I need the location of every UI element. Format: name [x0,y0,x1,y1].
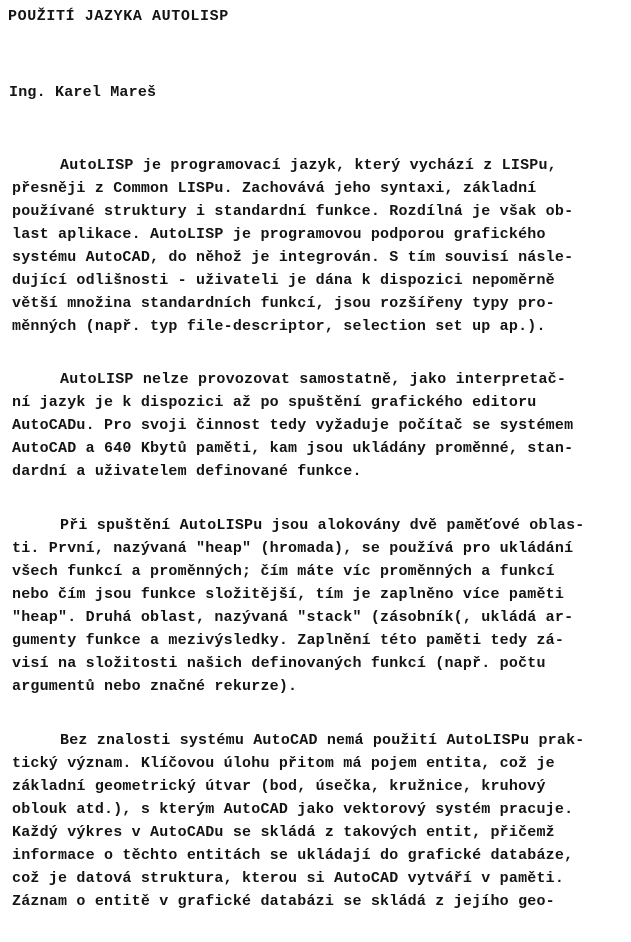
paragraph-line: dující odlišnosti - uživateli je dána k dispozici nepoměrně [12,272,555,289]
paragraph-line: Bez znalosti systému AutoCAD nemá použití AutoLISPu prak- [60,732,585,749]
paragraph-line: AutoLISP nelze provozovat samostatně, jako interpretač- [60,371,567,388]
paragraph-line: AutoCAD a 640 Kbytů paměti, kam jsou ukládány proměnné, stan- [12,440,574,457]
paragraph-line: dardní a uživatelem definované funkce. [12,463,362,480]
paragraph-line: argumentů nebo značné rekurze). [12,678,298,695]
paragraph-line: všech funkcí a proměnných; čím máte víc proměnných a funkcí [12,563,555,580]
paragraph-line: Při spuštění AutoLISPu jsou alokovány dvě paměťové oblas- [60,517,585,534]
paragraph-line: základní geometrický útvar (bod, úsečka, kružnice, kruhový [12,778,546,795]
paragraph-line: tický význam. Klíčovou úlohu přitom má pojem entita, což je [12,755,555,772]
paragraph-line: last aplikace. AutoLISP je programovou podporou grafického [12,226,546,243]
paragraph-line: gumenty funkce a mezivýsledky. Zaplnění této paměti tedy zá- [12,632,565,649]
document-title: POUŽITÍ JAZYKA AUTOLISP [8,8,229,25]
paragraph-line: AutoCADu. Pro svoji činnost tedy vyžaduje počítač se systémem [12,417,574,434]
paragraph-line: AutoLISP je programovací jazyk, který vychází z LISPu, [60,157,557,174]
paragraph-line: Záznam o entitě v grafické databázi se skládá z jejího geo- [12,893,555,910]
paragraph-line: Každý výkres v AutoCADu se skládá z takových entit, přičemž [12,824,555,841]
paragraph-line: což je datová struktura, kterou si AutoCAD vytváří v paměti. [12,870,565,887]
paragraph-line: větší množina standardních funkcí, jsou rozšířeny typy pro- [12,295,555,312]
paragraph-line: ti. První, nazývaná "heap" (hromada), se používá pro ukládání [12,540,574,557]
paragraph-line: visí na složitosti našich definovaných funkcí (např. počtu [12,655,546,672]
paragraph-line: měnných (např. typ file-descriptor, selection set up ap.). [12,318,546,335]
paragraph-line: přesněji z Common LISPu. Zachovává jeho syntaxi, základní [12,180,537,197]
paragraph-line: informace o těchto entitách se ukládají do grafické databáze, [12,847,574,864]
paragraph-line: používané struktury i standardní funkce. Rozdílná je však ob- [12,203,574,220]
paragraph-line: oblouk atd.), s kterým AutoCAD jako vektorový systém pracuje. [12,801,574,818]
paragraph-line: nebo čím jsou funkce složitější, tím je zaplněno více paměti [12,586,565,603]
document-author: Ing. Karel Mareš [9,84,157,101]
paragraph-line: systému AutoCAD, do něhož je integrován. S tím souvisí násle- [12,249,574,266]
paragraph-line: "heap". Druhá oblast, nazývaná "stack" (zásobník(, ukládá ar- [12,609,574,626]
paragraph-line: ní jazyk je k dispozici až po spuštění grafického editoru [12,394,537,411]
